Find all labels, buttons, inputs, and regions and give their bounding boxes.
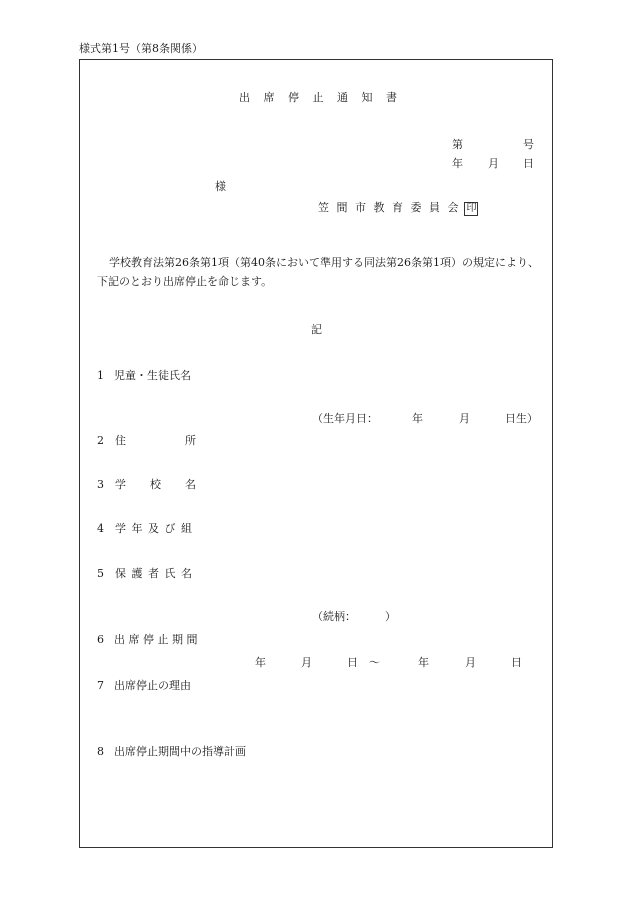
date-month: 月: [488, 157, 499, 170]
item-3-label-a: 学: [115, 478, 126, 491]
date-day: 日: [523, 157, 534, 170]
relationship-open: （続柄：: [312, 610, 356, 623]
item-4-number: 4: [97, 522, 104, 535]
item-1-label: 児童・生徒氏名: [114, 369, 191, 382]
document-frame: [79, 59, 553, 848]
relationship-close: ）: [385, 610, 396, 623]
birthdate-open: （生年月日：: [312, 412, 378, 425]
birthdate-month: 月: [459, 412, 470, 425]
item-6-label: 出 席 停 止 期 間: [114, 633, 198, 646]
item-3-label-c: 名: [185, 478, 196, 491]
item-3-label-b: 校: [150, 478, 161, 491]
item-6-number: 6: [97, 633, 104, 646]
period-tilde: ～: [369, 656, 380, 669]
period-start-year: 年: [255, 656, 266, 669]
birthdate-year: 年: [412, 412, 423, 425]
item-2-label-b: 所: [185, 434, 196, 447]
form-number-label: 様式第1号（第8条関係）: [79, 42, 203, 55]
date-year: 年: [452, 157, 463, 170]
period-start-month: 月: [301, 656, 312, 669]
seal-stamp: 印: [466, 203, 477, 214]
item-1-number: 1: [97, 369, 104, 382]
item-3-number: 3: [97, 478, 104, 491]
item-8-label: 出席停止期間中の指導計画: [114, 745, 246, 758]
body-text-line-2: 下記のとおり出席停止を命じます。: [97, 275, 273, 288]
item-5-label: 保 護 者 氏 名: [115, 567, 193, 580]
issuer-name: [318, 201, 478, 216]
item-7-number: 7: [97, 679, 104, 692]
period-end-month: 月: [465, 656, 476, 669]
period-end-year: 年: [418, 656, 429, 669]
addressee-sama: 様: [215, 180, 226, 193]
body-text-line-1: 学校教育法第26条第1項（第40条において準用する同法第26条第1項）の規定により、: [109, 256, 539, 269]
document-title: 出 席 停 止 通 知 書: [239, 91, 402, 104]
ki-heading: 記: [311, 323, 322, 336]
item-5-number: 5: [97, 567, 104, 580]
item-2-number: 2: [97, 434, 104, 447]
item-7-label: 出席停止の理由: [114, 679, 191, 692]
birthdate-close: 日生）: [505, 412, 538, 425]
item-8-number: 8: [97, 745, 104, 758]
period-end-day: 日: [511, 656, 522, 669]
item-2-label-a: 住: [115, 434, 126, 447]
doc-number-dai: 第: [452, 138, 463, 151]
doc-number-go: 号: [523, 138, 534, 151]
issuer-text: 笠 間 市 教 育 委 員 会: [318, 201, 461, 214]
period-start-day: 日: [347, 656, 358, 669]
item-4-label: 学 年 及 び 組: [115, 522, 193, 535]
